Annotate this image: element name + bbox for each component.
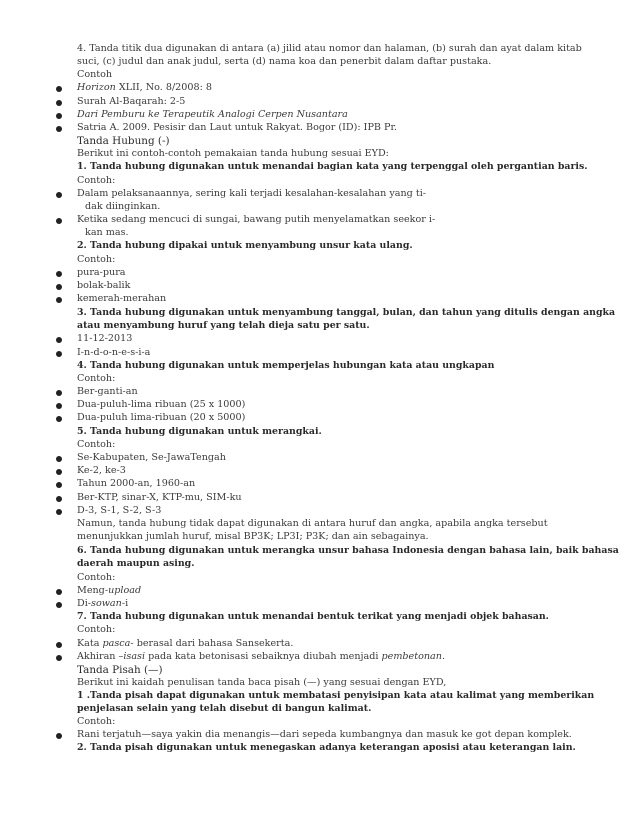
rule-heading: atau menyambung huruf yang telah dieja satu per satu. [77, 320, 370, 331]
text-segment: pada kata betonisasi sebaiknya diubah menjadi [145, 651, 382, 662]
rule-heading: 3. Tanda hubung digunakan untuk menyambung tanggal, bulan, dan tahun yang ditulis dengan angka [77, 307, 616, 318]
bullet-icon [56, 284, 62, 290]
bullet-icon [56, 589, 62, 595]
bullet-icon [56, 271, 62, 277]
text-segment: –isasi [118, 651, 146, 662]
list-item: kemerah-merahan [77, 293, 167, 304]
bullet-icon [56, 602, 62, 608]
rule-heading: 4. Tanda hubung digunakan untuk memperjelas hubungan kata atau ungkapan [77, 360, 495, 371]
bullet-icon [56, 351, 62, 357]
text-segment: Di- [77, 598, 92, 609]
text-line: Berikut ini kaidah penulisan tanda baca pisah (—) yang sesuai dengan EYD, [77, 677, 447, 688]
text-line: dak diinginkan. [85, 201, 161, 212]
list-item: Surah Al-Baqarah: 2-5 [77, 96, 186, 107]
text-segment: pembetonan [381, 651, 442, 662]
list-item: 11-12-2013 [77, 333, 133, 344]
bullet-icon [56, 297, 62, 303]
bullet-icon [56, 192, 62, 198]
text-line: kan mas. [85, 227, 129, 238]
rule-heading: 2. Tanda hubung dipakai untuk menyambung unsur kata ulang. [77, 240, 413, 251]
text-line: Namun, tanda hubung tidak dapat digunakan di antara huruf dan angka, apabila angka tersebut [77, 518, 548, 529]
bullet-icon [56, 403, 62, 409]
list-item: Ber-KTP, sinar-X, KTP-mu, SIM-ku [77, 492, 242, 503]
list-item: Satria A. 2009. Pesisir dan Laut untuk Rakyat. Bogor (ID): IPB Pr. [77, 122, 398, 133]
text-segment: XLII, No. 8/2008: 8 [115, 82, 212, 93]
list-item [77, 651, 622, 663]
list-item: Dua-puluh lima-ribuan (20 x 5000) [77, 412, 246, 423]
text-segment: sowan [91, 598, 122, 609]
text-line: Contoh: [77, 439, 116, 450]
text-line: menunjukkan jumlah huruf, misal BP3K; LP3I; P3K; dan ain sebagainya. [77, 531, 429, 542]
bullet-icon [56, 733, 62, 739]
bullet-icon [56, 469, 62, 475]
text-line: Contoh: [77, 572, 116, 583]
text-line: suci, (c) judul dan anak judul, serta (d) nama koa dan penerbit dalam daftar pustaka. [77, 56, 492, 67]
list-item: Ke-2, ke-3 [77, 465, 126, 476]
rule-heading: daerah maupun asing. [77, 558, 195, 569]
bullet-icon [56, 456, 62, 462]
text-segment: pasca [102, 638, 131, 649]
rule-heading: 1. Tanda hubung digunakan untuk menandai bagian kata yang terpenggal oleh pergantian baris. [77, 161, 588, 172]
bullet-icon [56, 86, 62, 92]
text-segment: -i [121, 598, 129, 609]
bullet-icon [56, 496, 62, 502]
list-item [77, 82, 622, 94]
list-item: Se-Kabupaten, Se-JawaTengah [77, 452, 226, 463]
rule-heading: 7. Tanda hubung digunakan untuk menandai bentuk terikat yang menjadi objek bahasan. [77, 611, 549, 622]
list-item [77, 585, 622, 597]
list-item: Dua-puluh-lima ribuan (25 x 1000) [77, 399, 246, 410]
rule-heading: 2. Tanda pisah digunakan untuk menegaskan adanya keterangan aposisi atau keterangan lain. [77, 742, 576, 753]
list-item: I-n-d-o-n-e-s-i-a [77, 347, 151, 358]
bullet-icon [56, 509, 62, 515]
text-segment: Kata [77, 638, 103, 649]
bullet-icon [56, 100, 62, 106]
list-item [77, 598, 622, 610]
text-segment: . [441, 651, 446, 662]
section-heading: Tanda Hubung (-) [77, 135, 170, 147]
rule-heading: 1 .Tanda pisah dapat digunakan untuk membatasi penyisipan kata atau kalimat yang memberikan [77, 690, 595, 701]
list-item [77, 638, 622, 650]
bullet-icon [56, 390, 62, 396]
text-segment: Akhiran [77, 651, 119, 662]
text-line: Berikut ini contoh-contoh pemakaian tanda hubung sesuai EYD: [77, 148, 389, 159]
list-item: pura-pura [77, 267, 126, 278]
list-item: Ketika sedang mencuci di sungai, bawang putih menyelamatkan seekor i- [77, 214, 436, 225]
list-item: D-3, S-1, S-2, S-3 [77, 505, 162, 516]
bullet-icon [56, 655, 62, 661]
bullet-icon [56, 416, 62, 422]
text-segment: - berasal dari bahasa Sansekerta. [130, 638, 294, 649]
rule-heading: penjelasan selain yang telah disebut di bangun kalimat. [77, 703, 372, 714]
bullet-icon [56, 337, 62, 343]
rule-heading: 6. Tanda hubung digunakan untuk merangka unsur bahasa Indonesia dengan bahasa lain, baik bahasa [77, 545, 619, 556]
bullet-icon [56, 126, 62, 132]
list-item: Ber-ganti-an [77, 386, 138, 397]
text-line: Contoh: [77, 624, 116, 635]
text-segment: upload [108, 585, 142, 596]
text-line: Contoh [77, 69, 113, 80]
text-segment: Meng- [77, 585, 109, 596]
list-item: Dalam pelaksanaannya, sering kali terjadi kesalahan-kesalahan yang ti- [77, 188, 427, 199]
text-line: 4. Tanda titik dua digunakan di antara (a) jilid atau nomor dan halaman, (b) surah dan ayat dalam kitab [77, 43, 582, 54]
text-line: Contoh: [77, 254, 116, 265]
text-segment: Horizon [77, 82, 116, 93]
list-item: bolak-balik [77, 280, 131, 291]
bullet-icon [56, 218, 62, 224]
bullet-icon [56, 642, 62, 648]
bullet-icon [56, 482, 62, 488]
text-line: Contoh: [77, 175, 116, 186]
text-line: Contoh: [77, 716, 116, 727]
bullet-icon [56, 113, 62, 119]
rule-heading: 5. Tanda hubung digunakan untuk merangkai. [77, 426, 322, 437]
list-item: Tahun 2000-an, 1960-an [77, 478, 196, 489]
text-line: Contoh: [77, 373, 116, 384]
list-item: Rani terjatuh—saya yakin dia menangis—dari sepeda kumbangnya dan masuk ke got depan komplek. [77, 729, 572, 740]
section-heading: Tanda Pisah (—) [77, 664, 163, 676]
list-item: Dari Pemburu ke Terapeutik Analogi Cerpen Nusantara [77, 109, 348, 120]
